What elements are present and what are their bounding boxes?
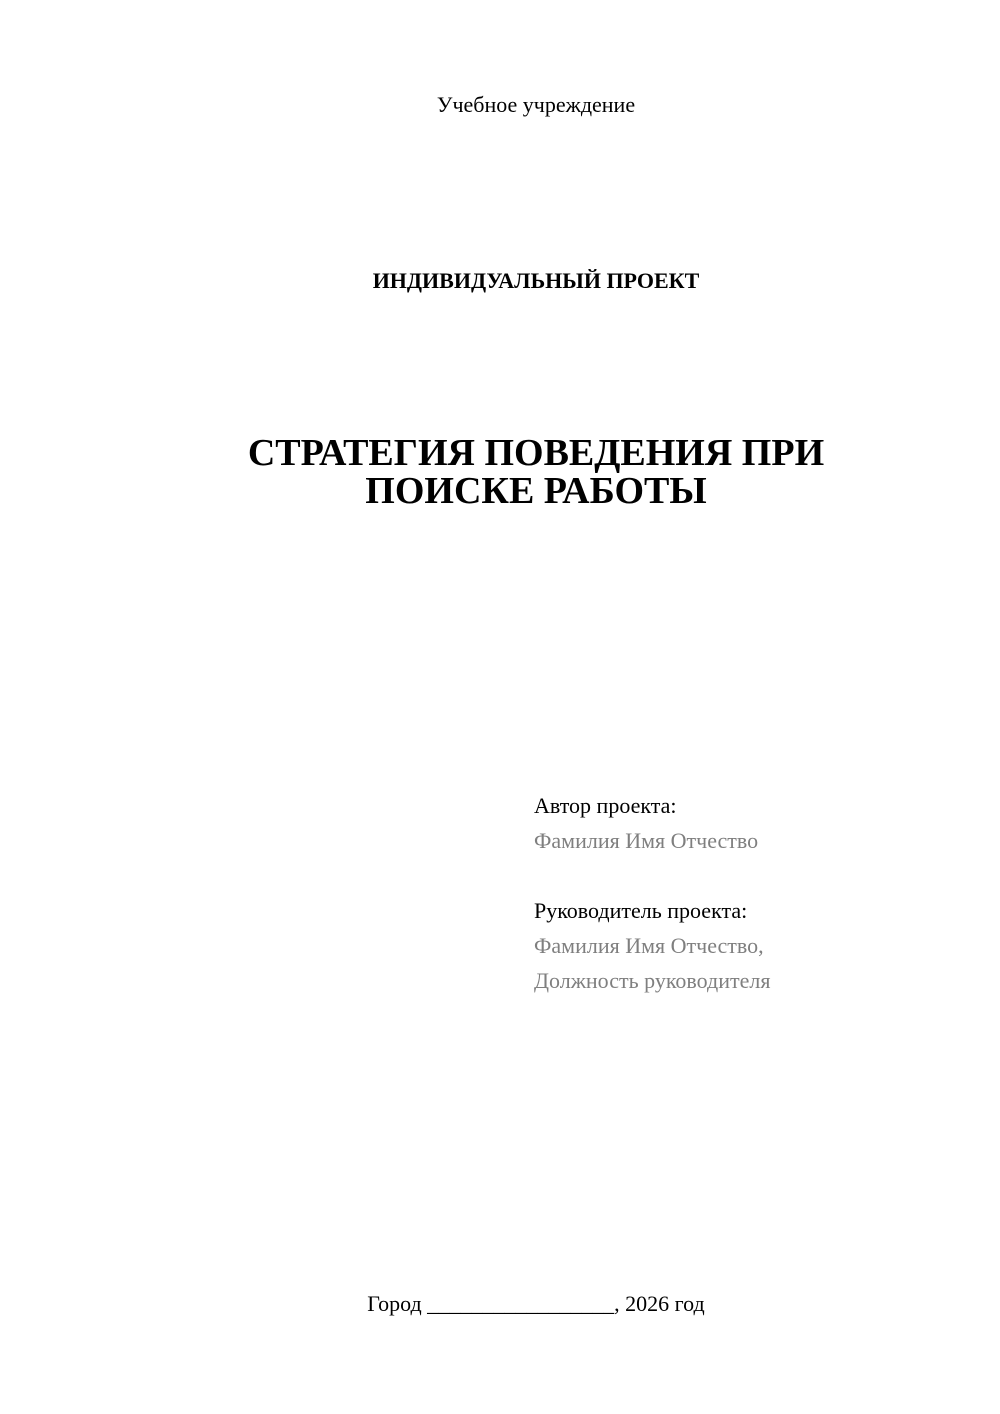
credits-spacer (534, 858, 974, 893)
author-name: Фамилия Имя Отчество (534, 828, 759, 853)
credits-block (534, 788, 974, 998)
supervisor-name: Фамилия Имя Отчество, (534, 933, 764, 958)
city-year-line: Город _________________, 2026 год (367, 1291, 705, 1316)
project-title-line-2: ПОИСКЕ РАБОТЫ (365, 470, 707, 512)
project-title-line-1: СТРАТЕГИЯ ПОВЕДЕНИЯ ПРИ (247, 432, 825, 474)
supervisor-position: Должность руководителя (534, 968, 771, 993)
institution-name: Учебное учреждение (436, 92, 636, 117)
project-type-heading: ИНДИВИДУАЛЬНЫЙ ПРОЕКТ (372, 268, 700, 293)
supervisor-label: Руководитель проекта: (534, 898, 748, 923)
author-label: Автор проекта: (534, 793, 677, 818)
project-title (0, 434, 1000, 510)
